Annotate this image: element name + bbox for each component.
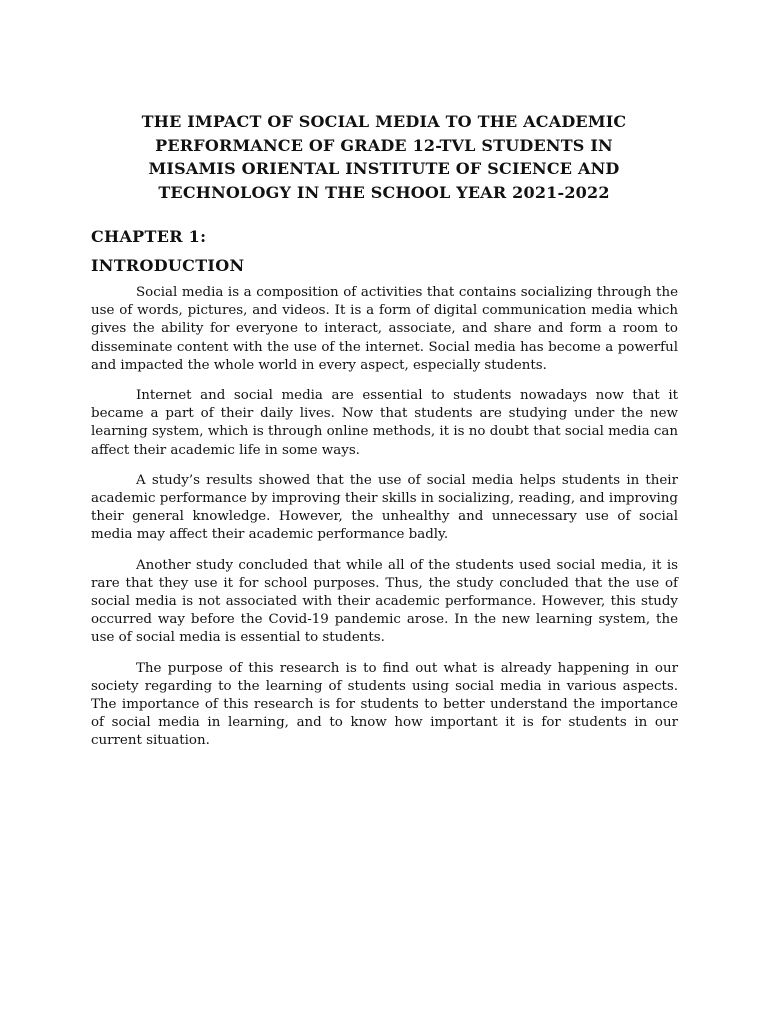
body-text [91, 284, 678, 763]
paragraph: Another study concluded that while all of the students used social media, it is rare that they use it for school purposes. Thus, the study concluded that the use of social media is not associated with their academic performance. However, this study occurred way before the Covid-19 pandemic arose. In the new learning system, the use of social media is essential to students. [91, 557, 678, 646]
title-line: PERFORMANCE OF GRADE 12-TVL STUDENTS IN [155, 135, 613, 155]
title-line: MISAMIS ORIENTAL INSTITUTE OF SCIENCE AND [148, 159, 620, 178]
paragraph: Internet and social media are essential to students nowadays now that it became a part of their daily lives. Now that students are studying under the new learning system, which is through online methods, it is no doubt that social media can affect their academic life in some ways. [91, 388, 678, 458]
section-heading: INTRODUCTION [91, 256, 245, 275]
paragraph: The purpose of this research is to find out what is already happening in our society regarding to the learning of students using social media in various aspects. The importance of this research is for students to better understand the importance of social media in learning, and to know how important it is for students in our current situation. [91, 660, 678, 749]
title-line: THE IMPACT OF SOCIAL MEDIA TO THE ACADEMIC [141, 112, 627, 131]
title-line: TECHNOLOGY IN THE SCHOOL YEAR 2021-2022 [158, 182, 610, 202]
chapter-heading: CHAPTER 1: [91, 227, 207, 246]
document-title [80, 110, 688, 204]
paragraph: Social media is a composition of activities that contains socializing through the use of words, pictures, and videos. It is a form of digital communication media which gives the ability for everyone to interact, associate, and share and form a room to disseminate content with the use of the internet. Social media has become a powerful and impacted the whole world in every aspect, especially students. [91, 285, 678, 373]
paragraph: A study’s results showed that the use of social media helps students in their academic performance by improving their skills in socializing, reading, and improving their general knowledge. However, the unhealthy and unnecessary use of social media may affect their academic performance badly. [91, 472, 678, 543]
